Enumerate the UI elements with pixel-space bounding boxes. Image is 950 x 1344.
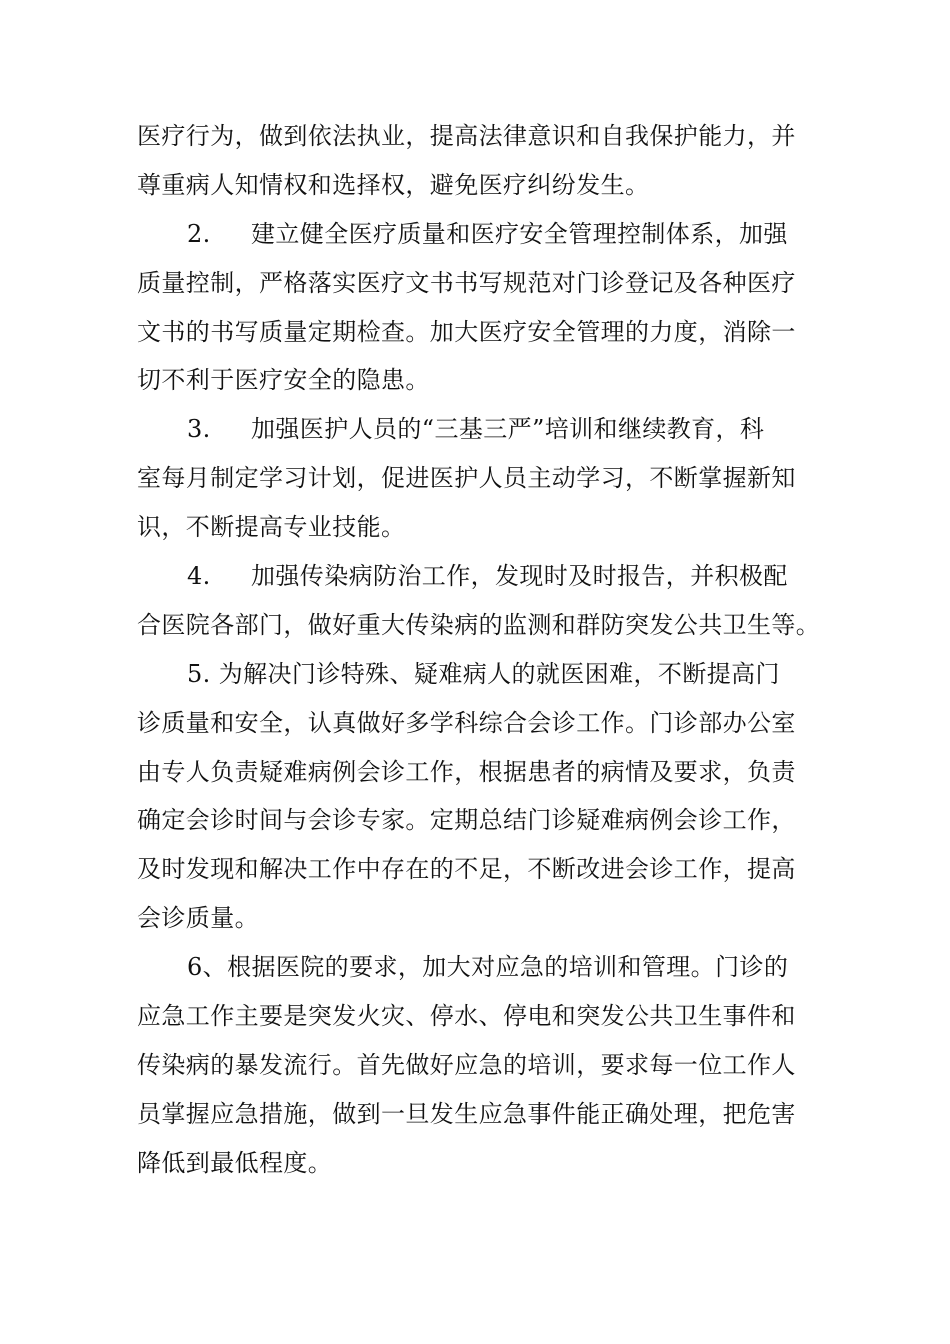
line-text: 6、根据医院的要求，加大对应急的培训和管理。门诊的	[187, 953, 789, 982]
text-line	[137, 356, 837, 405]
line-text: 切不利于医疗安全的隐患。	[137, 366, 430, 395]
line-text: 为解决门诊特殊、疑难病人的就医困难，不断提高门	[218, 659, 780, 688]
line-text: 加强医护人员的“三基三严”培训和继续教育，科	[251, 415, 765, 444]
line-text: 室每月制定学习计划，促进医护人员主动学习，不断掌握新知	[137, 464, 796, 493]
text-line	[137, 894, 837, 943]
paragraph-6-first-line	[137, 943, 837, 992]
line-text: 建立健全医疗质量和医疗安全管理控制体系，加强	[251, 219, 788, 248]
line-text: 加强传染病防治工作，发现时及时报告，并积极配	[251, 562, 788, 591]
document-body	[137, 112, 837, 1188]
line-text: 及时发现和解决工作中存在的不足，不断改进会诊工作，提高	[137, 855, 796, 884]
line-text: 传染病的暴发流行。首先做好应急的培训，要求每一位工作人	[137, 1050, 796, 1079]
line-text: 由专人负责疑难病例会诊工作，根据患者的病情及要求，负责	[137, 757, 796, 786]
text-line	[137, 992, 837, 1041]
line-text: 合医院各部门，做好重大传染病的监测和群防突发公共卫生等。	[137, 610, 821, 639]
item-number: 5.	[187, 659, 211, 688]
text-line	[137, 699, 837, 748]
line-text: 降低到最低程度。	[137, 1148, 333, 1177]
text-line	[137, 1090, 837, 1139]
text-line	[137, 748, 837, 797]
paragraph-2-first-line	[137, 210, 837, 259]
text-line	[137, 308, 837, 357]
text-line	[137, 1139, 837, 1188]
item-number: 2.	[187, 219, 211, 248]
text-line	[137, 845, 837, 894]
text-line	[137, 112, 837, 161]
paragraph-5-first-line	[137, 650, 837, 699]
line-text: 应急工作主要是突发火灾、停水、停电和突发公共卫生事件和	[137, 1002, 796, 1031]
text-line	[137, 259, 837, 308]
line-text: 识，不断提高专业技能。	[137, 513, 406, 542]
item-number: 3.	[187, 415, 211, 444]
paragraph-3-first-line	[137, 405, 837, 454]
text-line	[137, 601, 837, 650]
text-line	[137, 454, 837, 503]
line-text: 诊质量和安全，认真做好多学科综合会诊工作。门诊部办公室	[137, 708, 796, 737]
text-line	[137, 503, 837, 552]
line-text: 会诊质量。	[137, 904, 259, 933]
line-text: 确定会诊时间与会诊专家。定期总结门诊疑难病例会诊工作，	[137, 806, 796, 835]
item-number: 4.	[187, 562, 211, 591]
text-line	[137, 796, 837, 845]
text-line	[137, 161, 837, 210]
line-text: 尊重病人知情权和选择权，避免医疗纠纷发生。	[137, 170, 650, 199]
line-text: 文书的书写质量定期检查。加大医疗安全管理的力度，消除一	[137, 317, 796, 346]
text-line	[137, 1041, 837, 1090]
line-text: 医疗行为，做到依法执业，提高法律意识和自我保护能力，并	[137, 122, 796, 150]
paragraph-4-first-line	[137, 552, 837, 601]
line-text: 员掌握应急措施，做到一旦发生应急事件能正确处理，把危害	[137, 1099, 796, 1128]
line-text: 质量控制，严格落实医疗文书书写规范对门诊登记及各种医疗	[137, 268, 796, 297]
